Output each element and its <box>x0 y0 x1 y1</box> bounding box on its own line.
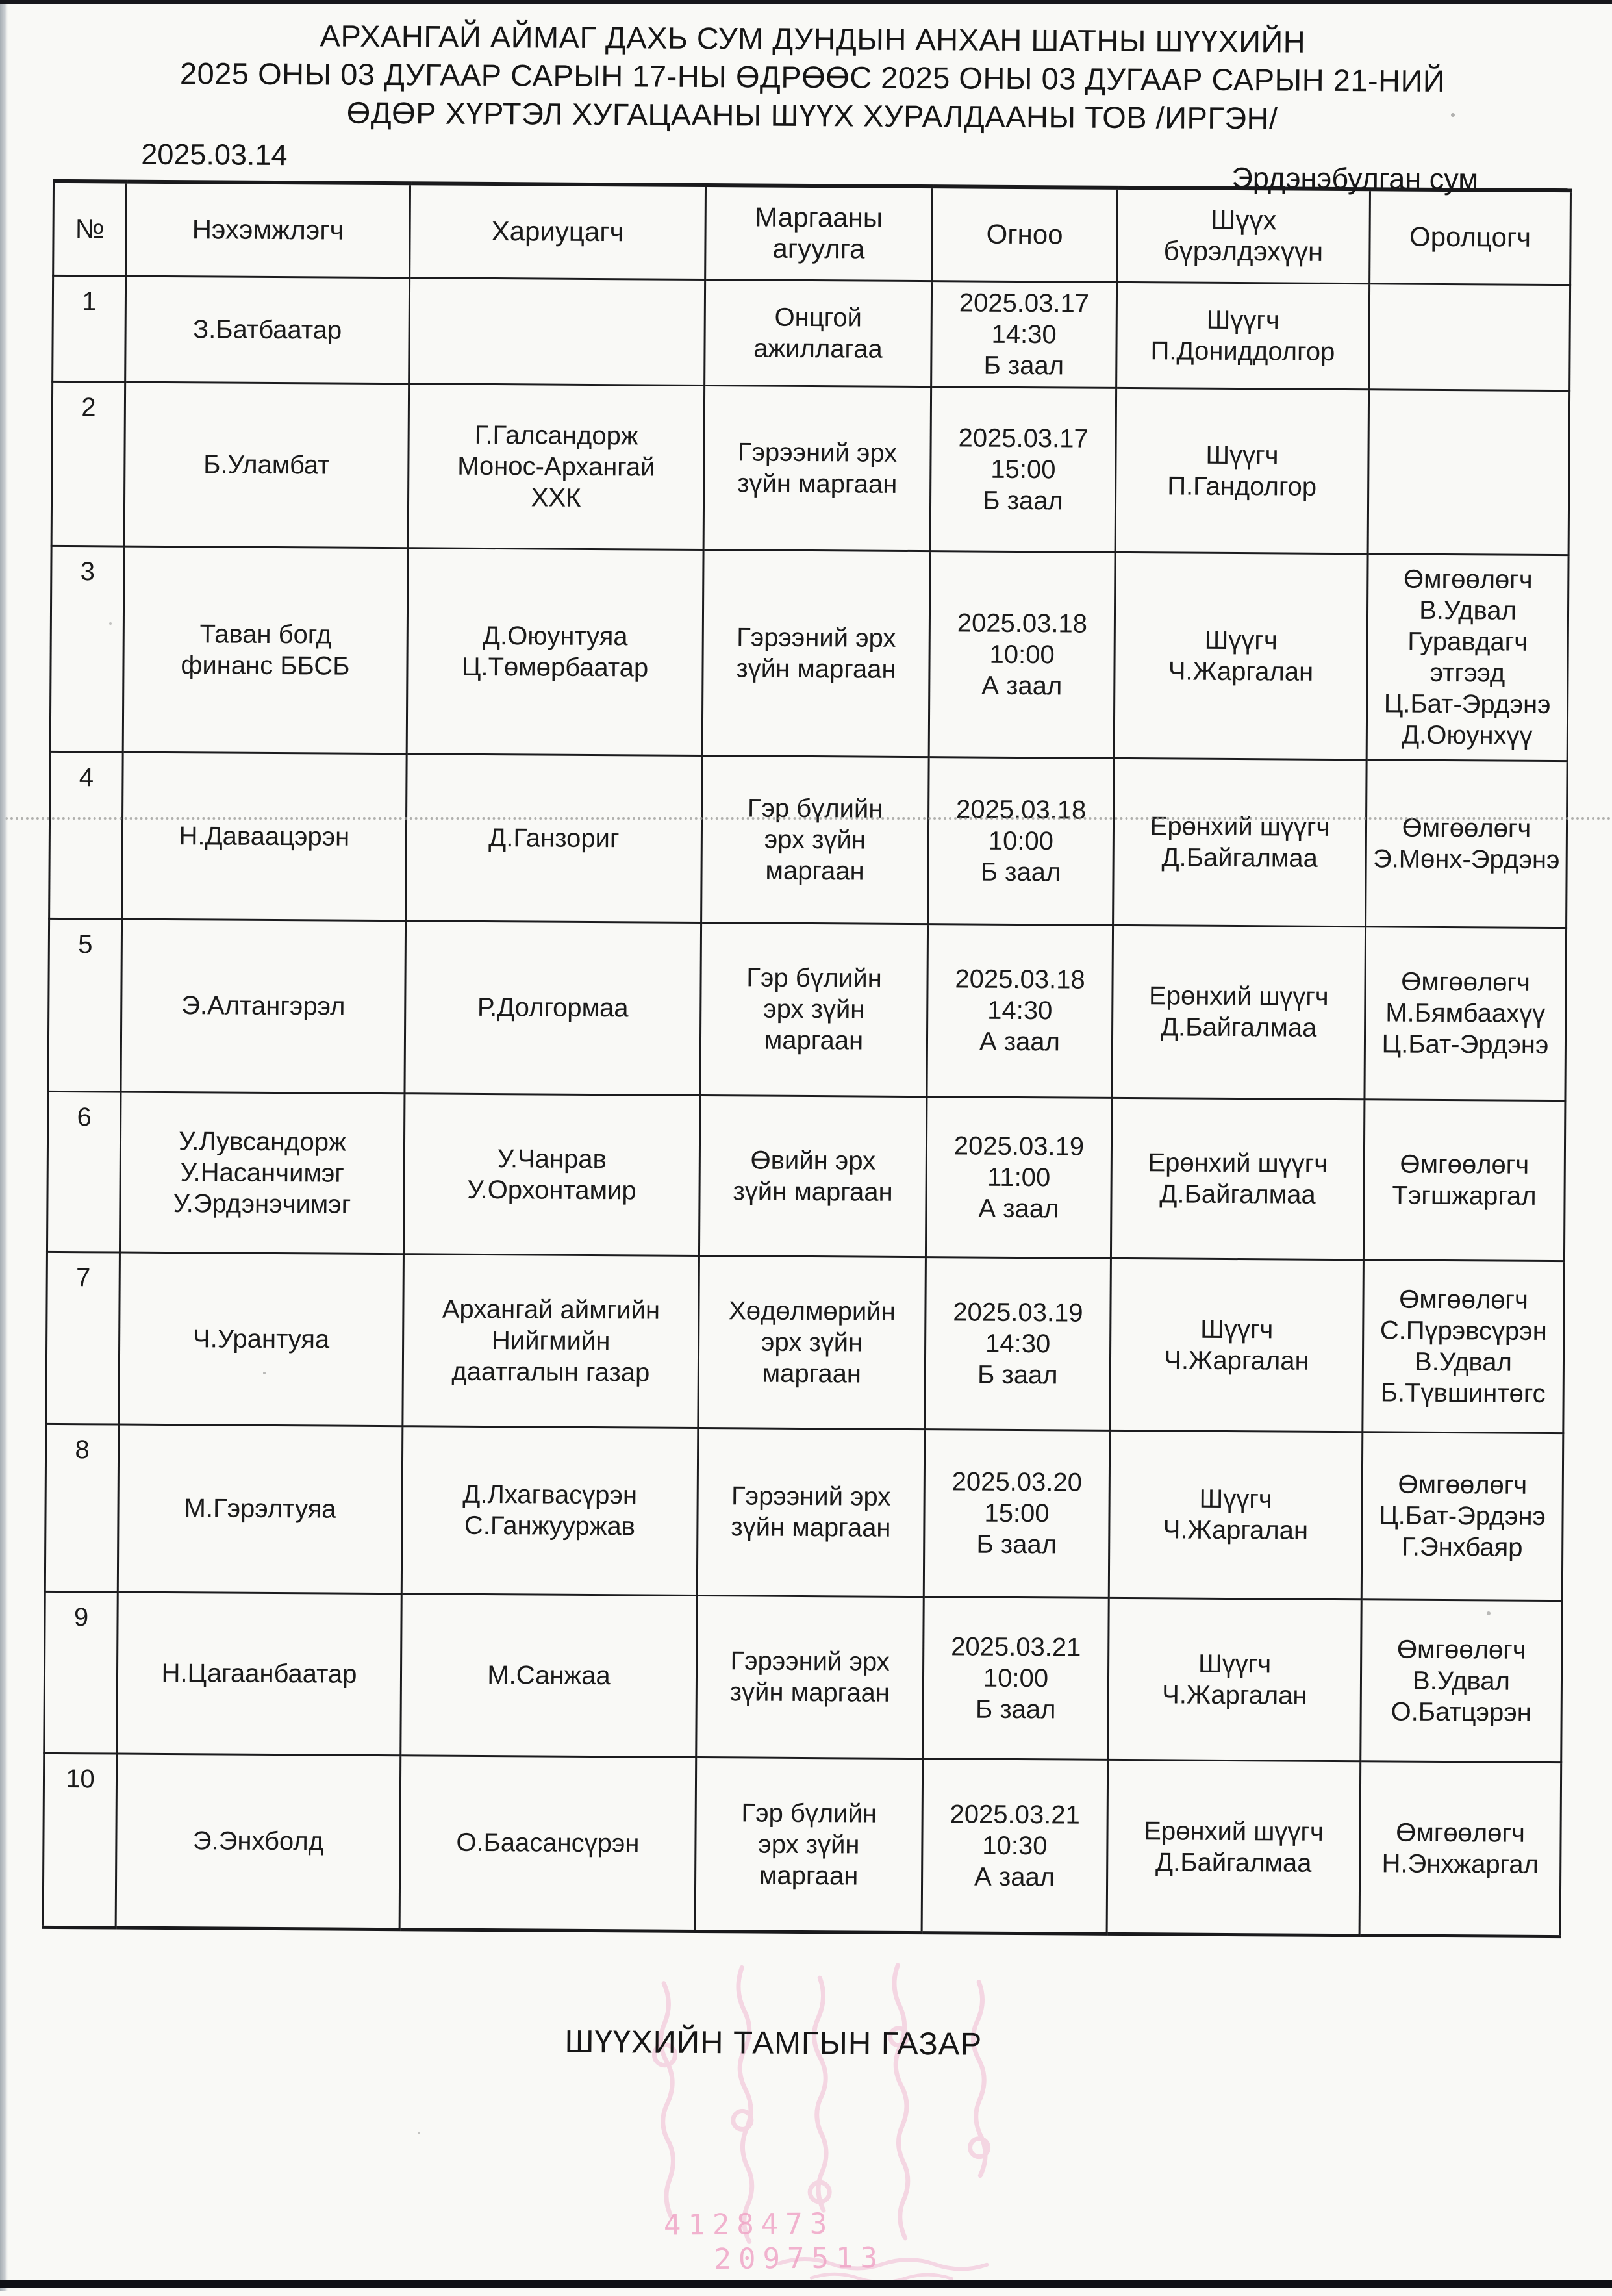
cell-plaintiff: З.Батбаатар <box>125 276 410 384</box>
cell-respondent: М.Санжаа <box>401 1593 698 1757</box>
cell-no: 10 <box>43 1753 117 1928</box>
scan-edge-top <box>0 0 1612 4</box>
cell-dispute: Хөдөлмөрийн эрх зүйн маргаан <box>698 1255 926 1429</box>
table-row <box>48 918 1567 1100</box>
cell-participant: Өмгөөлөгч В.Удвал Гуравдагч этгээд Ц.Бат-Эрдэнэ Д.Оюунхүү <box>1366 553 1568 761</box>
cell-plaintiff: Э.Алтангэрэл <box>121 919 406 1094</box>
cell-dispute: Онцгой ажиллагаа <box>705 279 932 386</box>
cell-no: 5 <box>48 918 122 1092</box>
cell-respondent: Д.Ганзориг <box>406 753 703 922</box>
cell-bench: Шүүгч Ч.Жаргалан <box>1109 1430 1363 1599</box>
cell-plaintiff: Таван богд финанс ББСБ <box>123 546 408 754</box>
cell-respondent: Д.Оюунтуяа Ц.Төмөрбаатар <box>407 548 703 755</box>
cell-dispute: Гэрээний эрх зүйн маргаан <box>702 549 930 757</box>
scanner-artifact-line <box>0 817 1612 820</box>
column-header-plaintiff: Нэхэмжлэгч <box>126 182 410 278</box>
cell-bench: Шүүгч П.Гандолгор <box>1115 388 1369 553</box>
title-line-2: 2025 ОНЫ 03 ДУГААР САРЫН 17-НЫ ӨДРӨӨС 2025 ОНЫ 03 ДУГААР САРЫН 21-НИЙ <box>179 56 1446 98</box>
cell-participant: Өмгөөлөгч С.Пүрэвсүрэн В.Удвал Б.Түвшинтөгс <box>1363 1259 1565 1433</box>
cell-participant: Өмгөөлөгч Ц.Бат-Эрдэнэ Г.Энхбаяр <box>1361 1432 1563 1600</box>
table-header-row <box>53 181 1571 284</box>
cell-participant <box>1369 283 1570 390</box>
cell-bench: Шүүгч П.Дониддолгор <box>1116 282 1370 389</box>
cell-datetime: 2025.03.17 14:30 Б заал <box>931 281 1117 388</box>
cell-respondent: Д.Лхагвасүрэн С.Ганжууржав <box>401 1426 698 1595</box>
table-body <box>43 275 1570 1936</box>
cell-bench: Ерөнхий шүүгч Д.Байгалмаа <box>1112 925 1366 1099</box>
table-row <box>50 546 1568 761</box>
column-header-bench: Шүүх бүрэлдэхүүн <box>1117 188 1370 283</box>
scan-edge-bottom <box>0 2280 1612 2288</box>
court-hearing-schedule-table <box>42 179 1572 1938</box>
cell-dispute: Гэр бүлийн эрх зүйн маргаан <box>700 922 928 1096</box>
cell-plaintiff: Ч.Урантуяа <box>119 1252 404 1426</box>
cell-bench: Ерөнхий шүүгч Д.Байгалмаа <box>1111 1098 1365 1259</box>
column-header-participant: Оролцогч <box>1370 189 1571 284</box>
cell-participant <box>1368 389 1570 555</box>
cell-dispute: Гэр бүлийн эрх зүйн маргаан <box>695 1757 923 1932</box>
cell-no: 3 <box>50 546 124 752</box>
cell-participant: Өмгөөлөгч Тэгшжаргал <box>1363 1099 1565 1261</box>
cell-dispute: Гэрээний эрх зүйн маргаан <box>697 1428 925 1596</box>
cell-respondent: Г.Галсандорж Монос-Архангай ХХК <box>408 383 705 549</box>
stamp-number-1: 4128473 <box>663 2207 835 2242</box>
table-row <box>45 1424 1563 1600</box>
cell-dispute: Өвийн эрх зүйн маргаан <box>699 1095 927 1257</box>
cell-datetime: 2025.03.19 14:30 Б заал <box>925 1257 1111 1430</box>
cell-bench: Ерөнхий шүүгч Д.Байгалмаа <box>1107 1760 1361 1935</box>
cell-no: 6 <box>47 1091 121 1252</box>
table-row <box>53 275 1570 390</box>
document-title <box>6 14 1612 139</box>
cell-respondent: Р.Долгормаа <box>405 920 701 1095</box>
column-header-respondent: Хариуцагч <box>410 183 706 279</box>
cell-respondent: О.Баасансүрэн <box>399 1755 696 1931</box>
cell-bench: Шүүгч Ч.Жаргалан <box>1114 552 1368 759</box>
table-row <box>51 381 1570 555</box>
cell-datetime: 2025.03.18 10:00 Б заал <box>928 757 1115 925</box>
table-row <box>49 751 1568 927</box>
cell-respondent: Архангай аймгийн Нийгмийн даатгалын газар <box>403 1254 699 1428</box>
cell-no: 7 <box>46 1252 120 1424</box>
column-header-no: № <box>53 181 127 276</box>
cell-participant: Өмгөөлөгч Н.Энхжаргал <box>1359 1761 1561 1936</box>
cell-no: 8 <box>45 1424 119 1592</box>
scan-edge-left <box>0 0 8 2291</box>
title-line-1: АРХАНГАЙ АЙМАГ ДАХЬ СУМ ДУНДЫН АНХАН ШАТНЫ ШҮҮХИЙН <box>320 18 1306 59</box>
cell-respondent: У.Чанрав У.Орхонтамир <box>403 1093 700 1255</box>
table-row <box>44 1591 1562 1762</box>
cell-no: 1 <box>53 275 126 382</box>
cell-datetime: 2025.03.21 10:00 Б заал <box>923 1596 1109 1760</box>
cell-participant: Өмгөөлөгч М.Бямбаахүү Ц.Бат-Эрдэнэ <box>1365 926 1567 1100</box>
cell-bench: Шүүгч Ч.Жаргалан <box>1110 1258 1364 1432</box>
cell-respondent <box>409 277 705 385</box>
footer-court-office: ШҮҮХИЙН ТАМГЫН ГАЗАР <box>564 2024 983 2062</box>
cell-datetime: 2025.03.18 14:30 А заал <box>927 924 1113 1098</box>
table-row <box>47 1091 1565 1261</box>
table-row <box>46 1252 1565 1433</box>
cell-participant: Өмгөөлөгч Э.Мөнх-Эрдэнэ <box>1366 759 1568 927</box>
cell-plaintiff: Н.Даваацэрэн <box>122 752 407 921</box>
cell-dispute: Гэр бүлийн эрх зүйн маргаан <box>701 755 929 924</box>
cell-plaintiff: Б.Уламбат <box>124 382 409 548</box>
column-header-datetime: Огноо <box>932 186 1118 282</box>
cell-participant: Өмгөөлөгч В.Удвал О.Батцэрэн <box>1361 1599 1563 1762</box>
cell-dispute: Гэрээний эрх зүйн маргаан <box>703 385 931 551</box>
cell-datetime: 2025.03.20 15:00 Б заал <box>924 1429 1110 1598</box>
table-row <box>43 1753 1561 1936</box>
title-line-3: ӨДӨР ХҮРТЭЛ ХУГАЦААНЫ ШҮҮХ ХУРАЛДААНЫ ТОВ /ИРГЭН/ <box>346 95 1278 136</box>
cell-no: 9 <box>44 1591 118 1754</box>
cell-no: 2 <box>51 381 125 546</box>
stamp-number-2: 2097513 <box>714 2241 885 2276</box>
column-header-dispute: Маргааны агуулга <box>705 185 933 281</box>
cell-plaintiff: М.Гэрэлтуяа <box>118 1424 403 1594</box>
document-date: 2025.03.14 <box>141 137 288 172</box>
cell-bench: Шүүгч Ч.Жаргалан <box>1108 1598 1362 1761</box>
faded-pink-stamp <box>616 1957 1125 2288</box>
cell-plaintiff: У.Лувсандорж У.Насанчимэг У.Эрдэнэчимэг <box>120 1092 405 1254</box>
document-location: Эрдэнэбулган сум <box>1231 160 1479 196</box>
cell-datetime: 2025.03.21 10:30 А заал <box>922 1758 1108 1934</box>
cell-no: 4 <box>49 751 123 919</box>
cell-plaintiff: Н.Цагаанбаатар <box>117 1592 402 1756</box>
cell-plaintiff: Э.Энхболд <box>116 1754 401 1930</box>
cell-datetime: 2025.03.18 10:00 А заал <box>929 551 1115 758</box>
cell-datetime: 2025.03.17 15:00 Б заал <box>930 386 1116 552</box>
cell-dispute: Гэрээний эрх зүйн маргаан <box>696 1595 924 1758</box>
cell-datetime: 2025.03.19 11:00 А заал <box>926 1096 1112 1258</box>
cell-bench: Ерөнхий шүүгч Д.Байгалмаа <box>1113 758 1367 926</box>
